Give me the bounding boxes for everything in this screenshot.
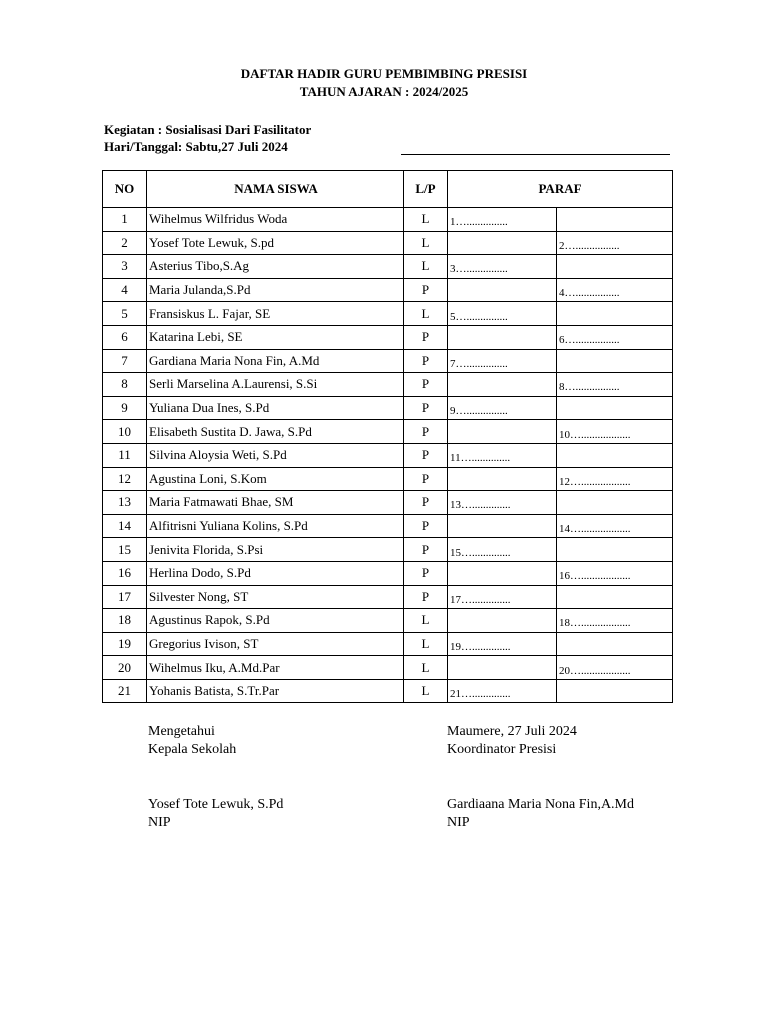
gender: P [404, 514, 448, 538]
signature-placeholder: 15….............. [450, 546, 511, 559]
signature-cell-right[interactable] [557, 609, 673, 633]
gender: P [404, 585, 448, 609]
signature-cell-left[interactable] [448, 396, 557, 420]
row-number: 12 [103, 467, 147, 491]
signature-placeholder: 7…............... [450, 357, 508, 370]
gender: L [404, 208, 448, 232]
signature-cell-left[interactable] [448, 561, 557, 585]
row-number: 7 [103, 349, 147, 373]
signature-placeholder: 18….................. [559, 617, 631, 630]
row-number: 8 [103, 373, 147, 397]
table-row [103, 656, 673, 680]
row-number: 10 [103, 420, 147, 444]
footer-right-place-date: Maumere, 27 Juli 2024 [447, 724, 577, 739]
row-number: 6 [103, 325, 147, 349]
gender: P [404, 396, 448, 420]
row-number: 16 [103, 561, 147, 585]
header-underline [401, 154, 670, 155]
table-row [103, 491, 673, 515]
footer-right-role: Koordinator Presisi [447, 742, 557, 757]
signature-placeholder: 16….................. [559, 570, 631, 583]
signature-placeholder: 19….............. [450, 640, 511, 653]
document-title: DAFTAR HADIR GURU PEMBIMBING PRESISI [240, 66, 528, 81]
signature-cell-left[interactable] [448, 302, 557, 326]
gender: P [404, 491, 448, 515]
signature-cell-left[interactable] [448, 467, 557, 491]
gender: P [404, 325, 448, 349]
gender: P [404, 561, 448, 585]
signature-cell-left[interactable] [448, 538, 557, 562]
table-row [103, 302, 673, 326]
row-number: 13 [103, 491, 147, 515]
signature-placeholder: 9…............... [450, 405, 508, 418]
signature-cell-right[interactable] [557, 325, 673, 349]
signature-cell-right[interactable] [557, 278, 673, 302]
teacher-name: Fransiskus L. Fajar, SE [147, 302, 404, 326]
signature-cell-left[interactable] [448, 514, 557, 538]
signature-cell-left[interactable] [448, 585, 557, 609]
table-row [103, 349, 673, 373]
header-paraf: PARAF [448, 171, 673, 208]
signature-cell-right[interactable] [557, 538, 673, 562]
row-number: 20 [103, 656, 147, 680]
signature-cell-right[interactable] [557, 255, 673, 279]
table-row [103, 325, 673, 349]
gender: L [404, 632, 448, 656]
gender: P [404, 278, 448, 302]
signature-cell-right[interactable] [557, 656, 673, 680]
table-row [103, 396, 673, 420]
teacher-name: Silvina Aloysia Weti, S.Pd [147, 443, 404, 467]
gender: L [404, 255, 448, 279]
gender: P [404, 443, 448, 467]
signature-cell-left[interactable] [448, 208, 557, 232]
activity-label: Kegiatan : Sosialisasi Dari Fasilitator [104, 122, 312, 137]
signature-cell-right[interactable] [557, 467, 673, 491]
signature-cell-right[interactable] [557, 208, 673, 232]
signature-placeholder: 8…................ [559, 381, 620, 394]
signature-cell-right[interactable] [557, 420, 673, 444]
row-number: 11 [103, 443, 147, 467]
teacher-name: Yuliana Dua Ines, S.Pd [147, 396, 404, 420]
signature-cell-left[interactable] [448, 679, 557, 703]
row-number: 14 [103, 514, 147, 538]
row-number: 5 [103, 302, 147, 326]
table-row [103, 278, 673, 302]
row-number: 19 [103, 632, 147, 656]
signature-cell-left[interactable] [448, 420, 557, 444]
table-row [103, 420, 673, 444]
gender: L [404, 656, 448, 680]
table-row [103, 585, 673, 609]
teacher-name: Herlina Dodo, S.Pd [147, 561, 404, 585]
teacher-name: Wihelmus Wilfridus Woda [147, 208, 404, 232]
date-label: Hari/Tanggal: Sabtu,27 Juli 2024 [104, 139, 288, 154]
footer-left-name: Yosef Tote Lewuk, S.Pd [148, 797, 284, 812]
header-no: NO [103, 171, 147, 208]
signature-cell-right[interactable] [557, 396, 673, 420]
signature-cell-left[interactable] [448, 443, 557, 467]
table-header-row [103, 171, 673, 208]
signature-placeholder: 5…............... [450, 310, 508, 323]
signature-cell-right[interactable] [557, 491, 673, 515]
signature-cell-right[interactable] [557, 231, 673, 255]
signature-cell-right[interactable] [557, 443, 673, 467]
signature-cell-left[interactable] [448, 349, 557, 373]
signature-cell-right[interactable] [557, 302, 673, 326]
signature-cell-right[interactable] [557, 679, 673, 703]
signature-cell-right[interactable] [557, 632, 673, 656]
teacher-name: Serli Marselina A.Laurensi, S.Si [147, 373, 404, 397]
table-row [103, 231, 673, 255]
footer-left-acknowledge: Mengetahui [148, 724, 215, 739]
signature-cell-right[interactable] [557, 561, 673, 585]
header-name: NAMA SISWA [147, 171, 404, 208]
table-row [103, 632, 673, 656]
row-number: 15 [103, 538, 147, 562]
teacher-name: Silvester Nong, ST [147, 585, 404, 609]
teacher-name: Jenivita Florida, S.Psi [147, 538, 404, 562]
row-number: 3 [103, 255, 147, 279]
row-number: 4 [103, 278, 147, 302]
gender: L [404, 679, 448, 703]
signature-placeholder: 4…................ [559, 287, 620, 300]
table-row [103, 561, 673, 585]
teacher-name: Maria Julanda,S.Pd [147, 278, 404, 302]
footer-left-role: Kepala Sekolah [148, 742, 237, 757]
table-row [103, 679, 673, 703]
teacher-name: Agustina Loni, S.Kom [147, 467, 404, 491]
signature-placeholder: 11….............. [450, 452, 511, 465]
gender: P [404, 538, 448, 562]
gender: P [404, 420, 448, 444]
gender: P [404, 373, 448, 397]
signature-placeholder: 17….............. [450, 593, 511, 606]
teacher-name: Gardiana Maria Nona Fin, A.Md [147, 349, 404, 373]
table-row [103, 443, 673, 467]
gender: L [404, 231, 448, 255]
table-row [103, 609, 673, 633]
signature-placeholder: 6…................ [559, 334, 620, 347]
teacher-name: Elisabeth Sustita D. Jawa, S.Pd [147, 420, 404, 444]
row-number: 21 [103, 679, 147, 703]
table-row [103, 467, 673, 491]
signature-placeholder: 10….................. [559, 428, 631, 441]
gender: P [404, 467, 448, 491]
signature-placeholder: 20….................. [559, 664, 631, 677]
signature-cell-left[interactable] [448, 231, 557, 255]
academic-year: TAHUN AJARAN : 2024/2025 [299, 84, 469, 99]
gender: L [404, 609, 448, 633]
signature-placeholder: 21….............. [450, 688, 511, 701]
table-row [103, 538, 673, 562]
signature-placeholder: 2…................ [559, 239, 620, 252]
row-number: 17 [103, 585, 147, 609]
signature-placeholder: 3…............... [450, 263, 508, 276]
row-number: 1 [103, 208, 147, 232]
table-row [103, 514, 673, 538]
signature-cell-right[interactable] [557, 349, 673, 373]
teacher-name: Agustinus Rapok, S.Pd [147, 609, 404, 633]
signature-cell-left[interactable] [448, 325, 557, 349]
footer-right-nip: NIP [447, 815, 470, 830]
row-number: 2 [103, 231, 147, 255]
teacher-name: Katarina Lebi, SE [147, 325, 404, 349]
attendance-table [102, 170, 673, 703]
signature-cell-left[interactable] [448, 491, 557, 515]
signature-cell-left[interactable] [448, 278, 557, 302]
teacher-name: Maria Fatmawati Bhae, SM [147, 491, 404, 515]
table-row [103, 373, 673, 397]
teacher-name: Yohanis Batista, S.Tr.Par [147, 679, 404, 703]
signature-cell-left[interactable] [448, 609, 557, 633]
teacher-name: Alfitrisni Yuliana Kolins, S.Pd [147, 514, 404, 538]
signature-cell-right[interactable] [557, 514, 673, 538]
signature-placeholder: 1…............... [450, 216, 508, 229]
header-lp: L/P [404, 171, 448, 208]
signature-cell-left[interactable] [448, 255, 557, 279]
table-row [103, 208, 673, 232]
teacher-name: Wihelmus Iku, A.Md.Par [147, 656, 404, 680]
gender: P [404, 349, 448, 373]
row-number: 18 [103, 609, 147, 633]
signature-placeholder: 12….................. [559, 475, 631, 488]
signature-placeholder: 14….................. [559, 523, 631, 536]
table-row [103, 255, 673, 279]
gender: L [404, 302, 448, 326]
signature-cell-right[interactable] [557, 585, 673, 609]
signature-cell-right[interactable] [557, 373, 673, 397]
teacher-name: Gregorius Ivison, ST [147, 632, 404, 656]
signature-cell-left[interactable] [448, 656, 557, 680]
signature-cell-left[interactable] [448, 632, 557, 656]
footer-right-name: Gardiaana Maria Nona Fin,A.Md [447, 797, 635, 812]
row-number: 9 [103, 396, 147, 420]
teacher-name: Asterius Tibo,S.Ag [147, 255, 404, 279]
signature-cell-left[interactable] [448, 373, 557, 397]
signature-placeholder: 13….............. [450, 499, 511, 512]
teacher-name: Yosef Tote Lewuk, S.pd [147, 231, 404, 255]
footer-left-nip: NIP [148, 815, 171, 830]
